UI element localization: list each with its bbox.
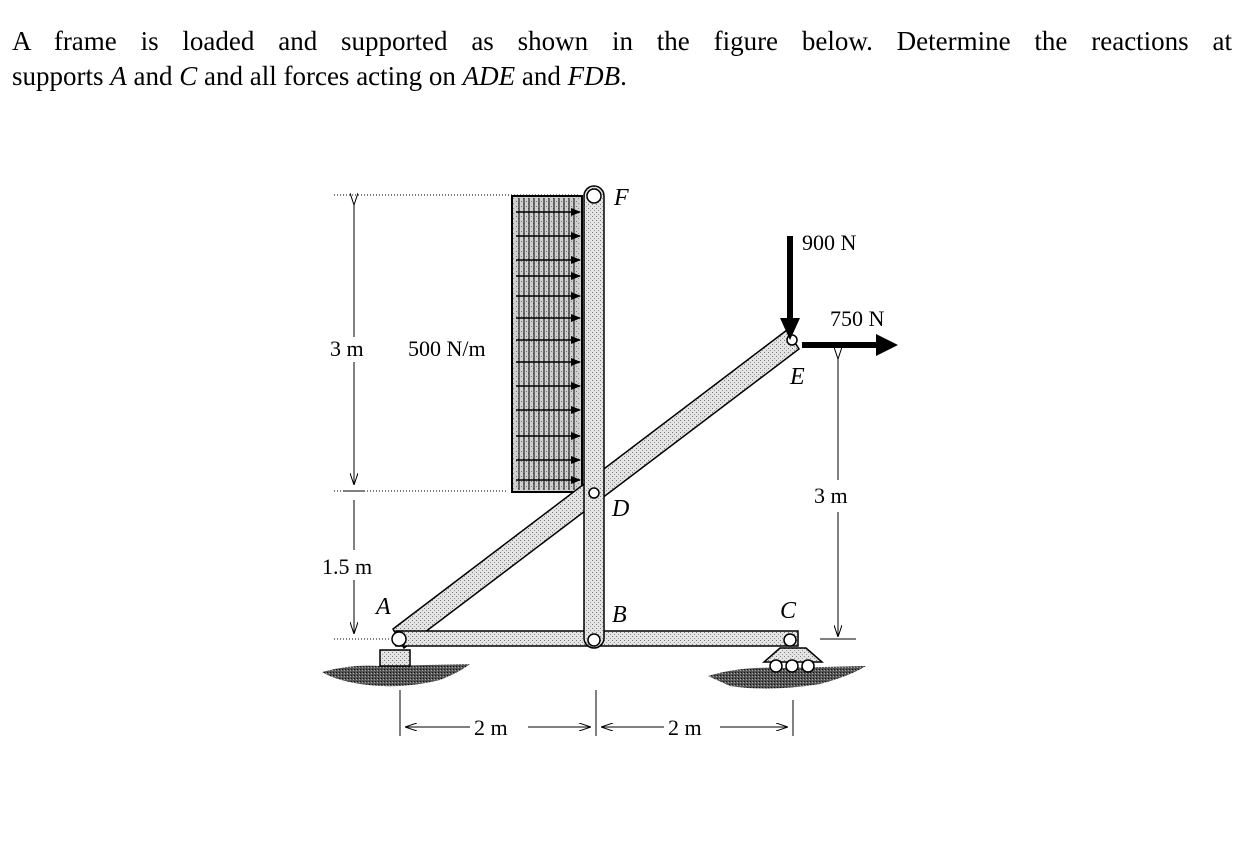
label-f: F [614, 185, 629, 211]
pin-a [392, 632, 406, 646]
dim-bottom-right: 2 m [668, 715, 702, 740]
label-750n: 750 N [830, 306, 885, 331]
pin-f [587, 189, 601, 203]
support-a-pedestal [380, 650, 410, 666]
label-b: B [612, 602, 627, 628]
problem-line-1: A frame is loaded and supported as shown in the figure below. Determine the reactions at [12, 26, 1232, 56]
label-e: E [790, 364, 805, 390]
distributed-load-block [512, 196, 582, 492]
load-750n [802, 334, 898, 356]
dim-left-lower: 1.5 m [322, 554, 373, 579]
label-a: A [376, 594, 391, 620]
pin-b [588, 634, 600, 646]
label-900n: 900 N [802, 230, 857, 255]
dim-bottom-left: 2 m [474, 715, 508, 740]
support-c-rollers [770, 660, 814, 672]
load-900n [780, 236, 800, 340]
text-segment: and [126, 61, 180, 91]
text-segment: . [620, 61, 627, 91]
label-d: D [612, 496, 630, 522]
text-segment: supports [12, 61, 111, 91]
support-c-ref: C [179, 61, 198, 91]
pin-d [589, 488, 599, 498]
member-fdb [584, 186, 604, 648]
text-segment: and all forces acting on [197, 61, 463, 91]
ground-left [322, 664, 470, 686]
member-ade-ref: ADE [462, 61, 516, 91]
label-500n-m: 500 N/m [408, 336, 486, 361]
dim-left-upper: 3 m [330, 336, 364, 361]
member-fdb-ref: FDB [567, 61, 621, 91]
dim-right: 3 m [814, 483, 848, 508]
pin-c [784, 634, 796, 646]
label-c: C [780, 598, 797, 624]
text-segment: and [515, 61, 568, 91]
support-a-ref: A [110, 61, 127, 91]
